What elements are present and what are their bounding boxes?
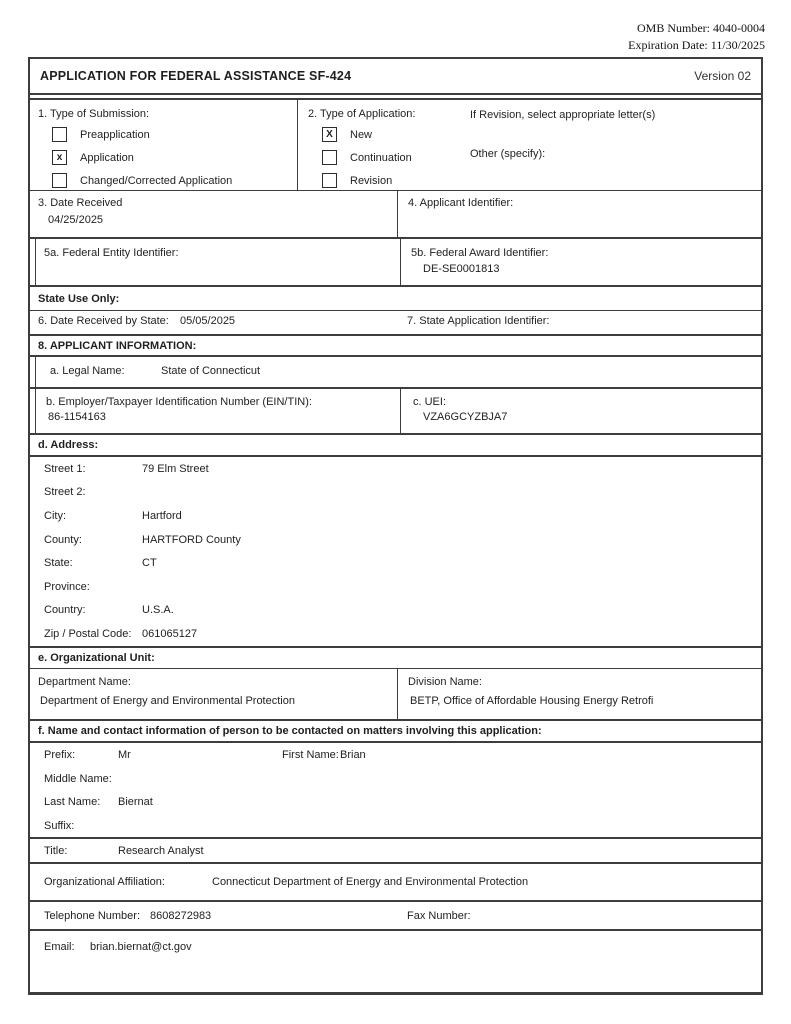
legal-name-label: a. Legal Name: <box>50 365 125 377</box>
zip-row <box>44 622 761 646</box>
prefix-label: Prefix: <box>44 748 76 761</box>
address-header <box>30 433 761 457</box>
org-affiliation-value[interactable]: Connecticut Department of Energy and Environmental Protection <box>212 876 529 889</box>
application-label: Application <box>80 151 134 164</box>
federal-entity-identifier-cell <box>36 239 401 285</box>
other-specify-label: Other (specify): <box>470 148 546 160</box>
preapplication-label: Preapplication <box>80 128 150 141</box>
contact-section-label: f. Name and contact information of person to be contacted on matters involving this application: <box>38 724 542 737</box>
date-received-value[interactable]: 04/25/2025 <box>48 214 104 226</box>
type-of-submission-cell <box>30 100 298 190</box>
type-of-application-label: 2. Type of Application: <box>308 108 416 120</box>
applicant-information-label: 8. APPLICANT INFORMATION: <box>38 339 197 352</box>
revision-checkbox[interactable] <box>322 173 337 188</box>
federal-award-identifier-value[interactable]: DE-SE0001813 <box>423 263 500 275</box>
street1-label: Street 1: <box>44 462 86 475</box>
country-label: Country: <box>44 604 86 617</box>
form-outer-box <box>28 57 763 995</box>
state-received-row <box>30 311 761 334</box>
continuation-checkbox[interactable] <box>322 150 337 165</box>
form-header <box>30 59 761 95</box>
uei-cell <box>401 389 761 433</box>
street1-value[interactable]: 79 Elm Street <box>142 462 209 475</box>
street2-row <box>44 481 761 505</box>
federal-award-identifier-cell <box>401 239 761 285</box>
date-received-label: 3. Date Received <box>38 197 123 209</box>
date-received-row <box>30 190 761 237</box>
title-row <box>30 837 761 864</box>
email-row <box>30 931 761 962</box>
new-label: New <box>350 128 373 141</box>
uei-label: c. UEI: <box>413 396 447 408</box>
contact-header <box>30 719 761 743</box>
telephone-fax-row <box>30 902 761 931</box>
revision-letters-note: If Revision, select appropriate letter(s) <box>470 109 656 121</box>
department-division-row <box>30 669 761 719</box>
applicant-identifier-label: 4. Applicant Identifier: <box>408 197 514 209</box>
county-label: County: <box>44 533 82 546</box>
federal-award-identifier-label: 5b. Federal Award Identifier: <box>411 247 549 259</box>
fax-label: Fax Number: <box>407 910 471 923</box>
address-fields <box>30 457 761 646</box>
state-use-only-header <box>30 285 761 311</box>
applicant-information-header <box>30 334 761 357</box>
type-of-application-cell <box>298 100 761 190</box>
county-row <box>44 528 761 552</box>
option-revision <box>322 172 761 189</box>
city-label: City: <box>44 509 66 522</box>
date-received-by-state-value[interactable]: 05/05/2025 <box>180 315 236 327</box>
option-preapplication <box>52 126 289 143</box>
continuation-label: Continuation <box>350 151 412 164</box>
date-received-by-state-label: 6. Date Received by State: <box>38 315 169 327</box>
legal-name-value[interactable]: State of Connecticut <box>161 365 261 377</box>
state-use-only-label: State Use Only: <box>38 292 120 305</box>
country-row <box>44 599 761 623</box>
new-checkbox[interactable]: X <box>322 127 337 142</box>
first-name-value[interactable]: Brian <box>340 748 366 761</box>
zip-label: Zip / Postal Code: <box>44 627 132 640</box>
middle-name-label: Middle Name: <box>44 772 112 785</box>
org-affiliation-label: Organizational Affiliation: <box>44 876 165 889</box>
option-application <box>52 149 289 166</box>
omb-expiration-date: Expiration Date: 11/30/2025 <box>628 38 765 53</box>
form-title: APPLICATION FOR FEDERAL ASSISTANCE SF-424 <box>40 69 352 83</box>
department-name-label: Department Name: <box>38 675 131 688</box>
org-unit-header <box>30 646 761 669</box>
prefix-row <box>44 743 761 767</box>
option-changed-corrected <box>52 172 289 189</box>
ein-uei-row <box>30 387 761 433</box>
city-value[interactable]: Hartford <box>142 509 182 522</box>
state-application-identifier-label: 7. State Application Identifier: <box>407 315 550 327</box>
last-name-label: Last Name: <box>44 796 101 808</box>
prefix-value[interactable]: Mr <box>118 748 131 761</box>
applicant-identifier-cell <box>398 191 761 237</box>
title-value[interactable]: Research Analyst <box>118 844 204 857</box>
zip-value[interactable]: 061065127 <box>142 627 198 640</box>
last-name-row <box>44 790 761 814</box>
submission-application-row <box>30 100 761 190</box>
state-value[interactable]: CT <box>142 557 157 570</box>
title-label: Title: <box>44 844 68 857</box>
omb-block <box>628 20 765 55</box>
city-row <box>44 504 761 528</box>
ein-label: b. Employer/Taxpayer Identification Number (EIN/TIN): <box>46 396 312 408</box>
division-name-value[interactable]: BETP, Office of Affordable Housing Energy Retrofi <box>410 694 654 707</box>
changed-corrected-label: Changed/Corrected Application <box>80 174 233 187</box>
preapplication-checkbox[interactable] <box>52 127 67 142</box>
revision-label: Revision <box>350 174 393 187</box>
application-checkbox[interactable]: x <box>52 150 67 165</box>
ein-value[interactable]: 86-1154163 <box>48 411 106 423</box>
state-label: State: <box>44 557 73 570</box>
org-affiliation-row <box>30 864 761 902</box>
telephone-label: Telephone Number: <box>44 910 141 923</box>
federal-entity-identifier-label: 5a. Federal Entity Identifier: <box>44 247 179 259</box>
suffix-label: Suffix: <box>44 819 75 832</box>
suffix-row <box>44 814 761 838</box>
department-cell <box>30 669 398 719</box>
last-name-value[interactable]: Biernat <box>118 796 153 808</box>
federal-identifiers-row <box>30 237 761 285</box>
org-unit-section-label: e. Organizational Unit: <box>38 651 155 664</box>
form-version: Version 02 <box>694 69 751 83</box>
changed-corrected-checkbox[interactable] <box>52 173 67 188</box>
province-label: Province: <box>44 580 90 593</box>
address-section-label: d. Address: <box>38 439 99 451</box>
omb-number: OMB Number: 4040-0004 <box>637 21 765 35</box>
province-row <box>44 575 761 599</box>
type-of-submission-label: 1. Type of Submission: <box>38 108 150 120</box>
division-cell <box>398 669 761 719</box>
first-name-label: First Name: <box>282 748 339 761</box>
contact-name-fields <box>30 743 761 838</box>
middle-name-row <box>44 767 761 791</box>
uei-value[interactable]: VZA6GCYZBJA7 <box>423 411 508 423</box>
street1-row <box>44 457 761 481</box>
state-row <box>44 551 761 575</box>
telephone-value[interactable]: 8608272983 <box>150 910 212 923</box>
date-received-cell <box>30 191 398 237</box>
legal-name-row <box>30 357 761 387</box>
email-value[interactable]: brian.biernat@ct.gov <box>90 941 192 954</box>
option-new <box>322 126 761 143</box>
street2-label: Street 2: <box>44 486 86 499</box>
county-value[interactable]: HARTFORD County <box>142 533 241 546</box>
division-name-label: Division Name: <box>408 675 482 688</box>
ein-cell <box>36 389 401 433</box>
department-name-value[interactable]: Department of Energy and Environmental Protection <box>40 694 295 707</box>
bottom-empty-area <box>30 962 761 992</box>
country-value[interactable]: U.S.A. <box>142 604 174 617</box>
email-label: Email: <box>44 941 75 954</box>
